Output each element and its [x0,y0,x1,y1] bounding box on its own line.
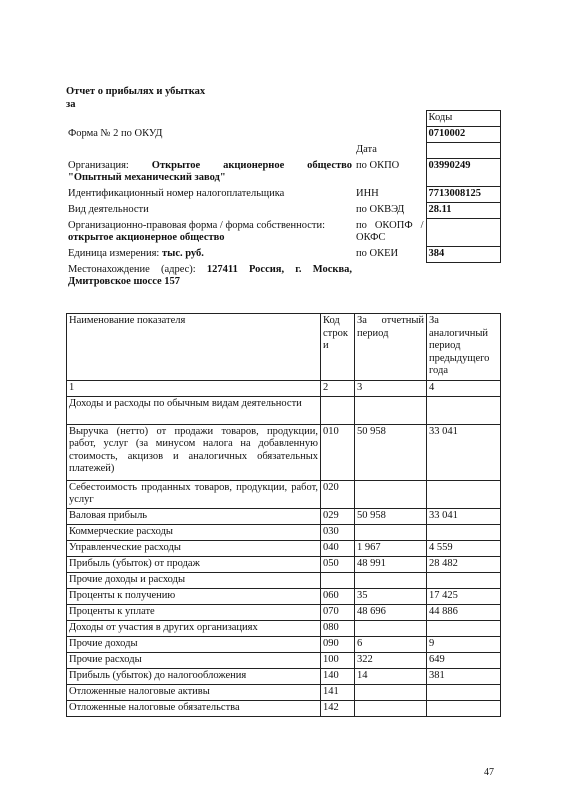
table-row [67,396,501,424]
report-title-line2: за [66,99,76,110]
row-name: Проценты к получению [67,588,321,604]
row-code: 080 [321,620,355,636]
address-label: Местонахождение (адрес): [68,263,196,275]
row-code: 030 [321,524,355,540]
table-row [67,652,501,668]
row-name: Отложенные налоговые обязательства [67,700,321,716]
table-row [67,604,501,620]
row-name: Проценты к уплате [67,604,321,620]
row-code: 142 [321,700,355,716]
row-code: 070 [321,604,355,620]
row-code: 090 [321,636,355,652]
numbering-4: 4 [427,381,501,397]
row-current [355,700,427,716]
okopf-label: по ОКОПФ / ОКФС [356,219,424,243]
inn-label-text: Идентификационный номер налогоплательщика [68,187,285,199]
row-code: 050 [321,556,355,572]
row-current: 14 [355,668,427,684]
row-current [355,572,427,588]
row-previous: 381 [427,668,501,684]
unit-cell [66,247,354,263]
inn-label: ИНН [356,187,379,199]
okpo-label: по ОКПО [356,159,400,171]
numbering-1: 1 [67,381,321,397]
row-previous: 28 482 [427,556,501,572]
page-number: 47 [484,767,494,778]
report-title [66,85,205,111]
form-code: 0710002 [426,127,500,143]
table-row [67,668,501,684]
table-numbering-row [67,381,501,397]
row-code: 040 [321,540,355,556]
date-code [426,143,500,159]
table-row [67,540,501,556]
table-row [67,684,501,700]
report-title-line1: Отчет о прибылях и убытках [66,86,206,97]
row-name: Управленческие расходы [67,540,321,556]
row-current [355,480,427,508]
unit-value: тыс. руб. [161,247,204,259]
row-previous: 4 559 [427,540,501,556]
legal-form-cell [66,219,354,247]
row-previous [427,524,501,540]
legal-form-value: открытое акционерное общество [68,232,225,243]
org-name-part2: "Опытный механический завод" [68,172,226,183]
okved-code: 28.11 [426,203,500,219]
numbering-2: 2 [321,381,355,397]
activity-label: Вид деятельности [68,203,149,215]
row-code: 100 [321,652,355,668]
row-current: 48 696 [355,604,427,620]
table-header-row [67,314,501,381]
row-previous: 17 425 [427,588,501,604]
address-value-part2: Дмитровское шоссе 157 [68,276,181,287]
row-code [321,396,355,424]
row-name: Отложенные налоговые активы [67,684,321,700]
address-value-part1: 127411 Россия, г. Москва, [206,263,352,275]
row-code: 029 [321,508,355,524]
header-current: За отчетный период [355,314,427,381]
table-row [67,424,501,480]
row-current: 35 [355,588,427,604]
row-name: Валовая прибыль [67,508,321,524]
okpo-code: 03990249 [426,159,500,187]
table-row [67,508,501,524]
codes-header: Коды [426,111,500,127]
row-previous [427,480,501,508]
unit-label: Единица измерения: [68,247,160,259]
row-previous [427,700,501,716]
row-current: 322 [355,652,427,668]
row-previous [427,396,501,424]
row-previous [427,572,501,588]
date-label: Дата [356,143,377,155]
row-previous: 44 886 [427,604,501,620]
row-current [355,620,427,636]
row-current: 50 958 [355,508,427,524]
row-previous: 33 041 [427,508,501,524]
row-name: Прочие доходы [67,636,321,652]
row-previous [427,684,501,700]
table-row [67,572,501,588]
header-previous: За аналогичный период предыдущего года [427,314,501,381]
row-name: Выручка (нетто) от продажи товаров, продукции, работ, услуг (за минусом налога на добавленную стоимость, акцизов и аналогичных обязательных платежей) [67,424,321,480]
row-name: Прибыль (убыток) до налогообложения [67,668,321,684]
row-code: 060 [321,588,355,604]
row-name: Коммерческие расходы [67,524,321,540]
row-name: Прочие расходы [67,652,321,668]
row-previous: 33 041 [427,424,501,480]
okei-label: по ОКЕИ [356,247,399,259]
row-current [355,524,427,540]
org-label: Организация: [68,159,129,171]
row-code: 140 [321,668,355,684]
row-previous [427,620,501,636]
row-name: Прибыль (убыток) от продаж [67,556,321,572]
row-current [355,684,427,700]
okopf-code [426,219,500,247]
row-name: Прочие доходы и расходы [67,572,321,588]
table-row [67,480,501,508]
row-current [355,396,427,424]
row-current: 50 958 [355,424,427,480]
header-code: Код строк и [321,314,355,381]
table-row [67,588,501,604]
row-code: 020 [321,480,355,508]
row-name: Доходы от участия в других организациях [67,620,321,636]
inn-code: 7713008125 [426,187,500,203]
row-code: 010 [321,424,355,480]
row-code [321,572,355,588]
legal-form-label: Организационно-правовая форма / форма собственности: [68,219,326,231]
row-code: 141 [321,684,355,700]
row-name: Себестоимость проданных товаров, продукции, работ, услуг [67,480,321,508]
row-current: 1 967 [355,540,427,556]
row-current: 6 [355,636,427,652]
row-previous: 9 [427,636,501,652]
pnl-table [66,313,501,717]
address-cell [66,263,354,291]
header-name: Наименование показателя [67,314,321,381]
numbering-3: 3 [355,381,427,397]
table-row [67,700,501,716]
table-row [67,524,501,540]
organization-cell [66,159,354,187]
form-label: Форма № 2 по ОКУД [68,127,163,139]
org-name-part1: Открытое акционерное общество [151,159,353,171]
table-row [67,556,501,572]
header-table [66,110,501,291]
table-row [67,620,501,636]
table-row [67,636,501,652]
row-current: 48 991 [355,556,427,572]
okei-code: 384 [426,247,500,263]
okved-label: по ОКВЭД [356,203,405,215]
row-previous: 649 [427,652,501,668]
row-name: Доходы и расходы по обычным видам деятельности [67,396,321,424]
